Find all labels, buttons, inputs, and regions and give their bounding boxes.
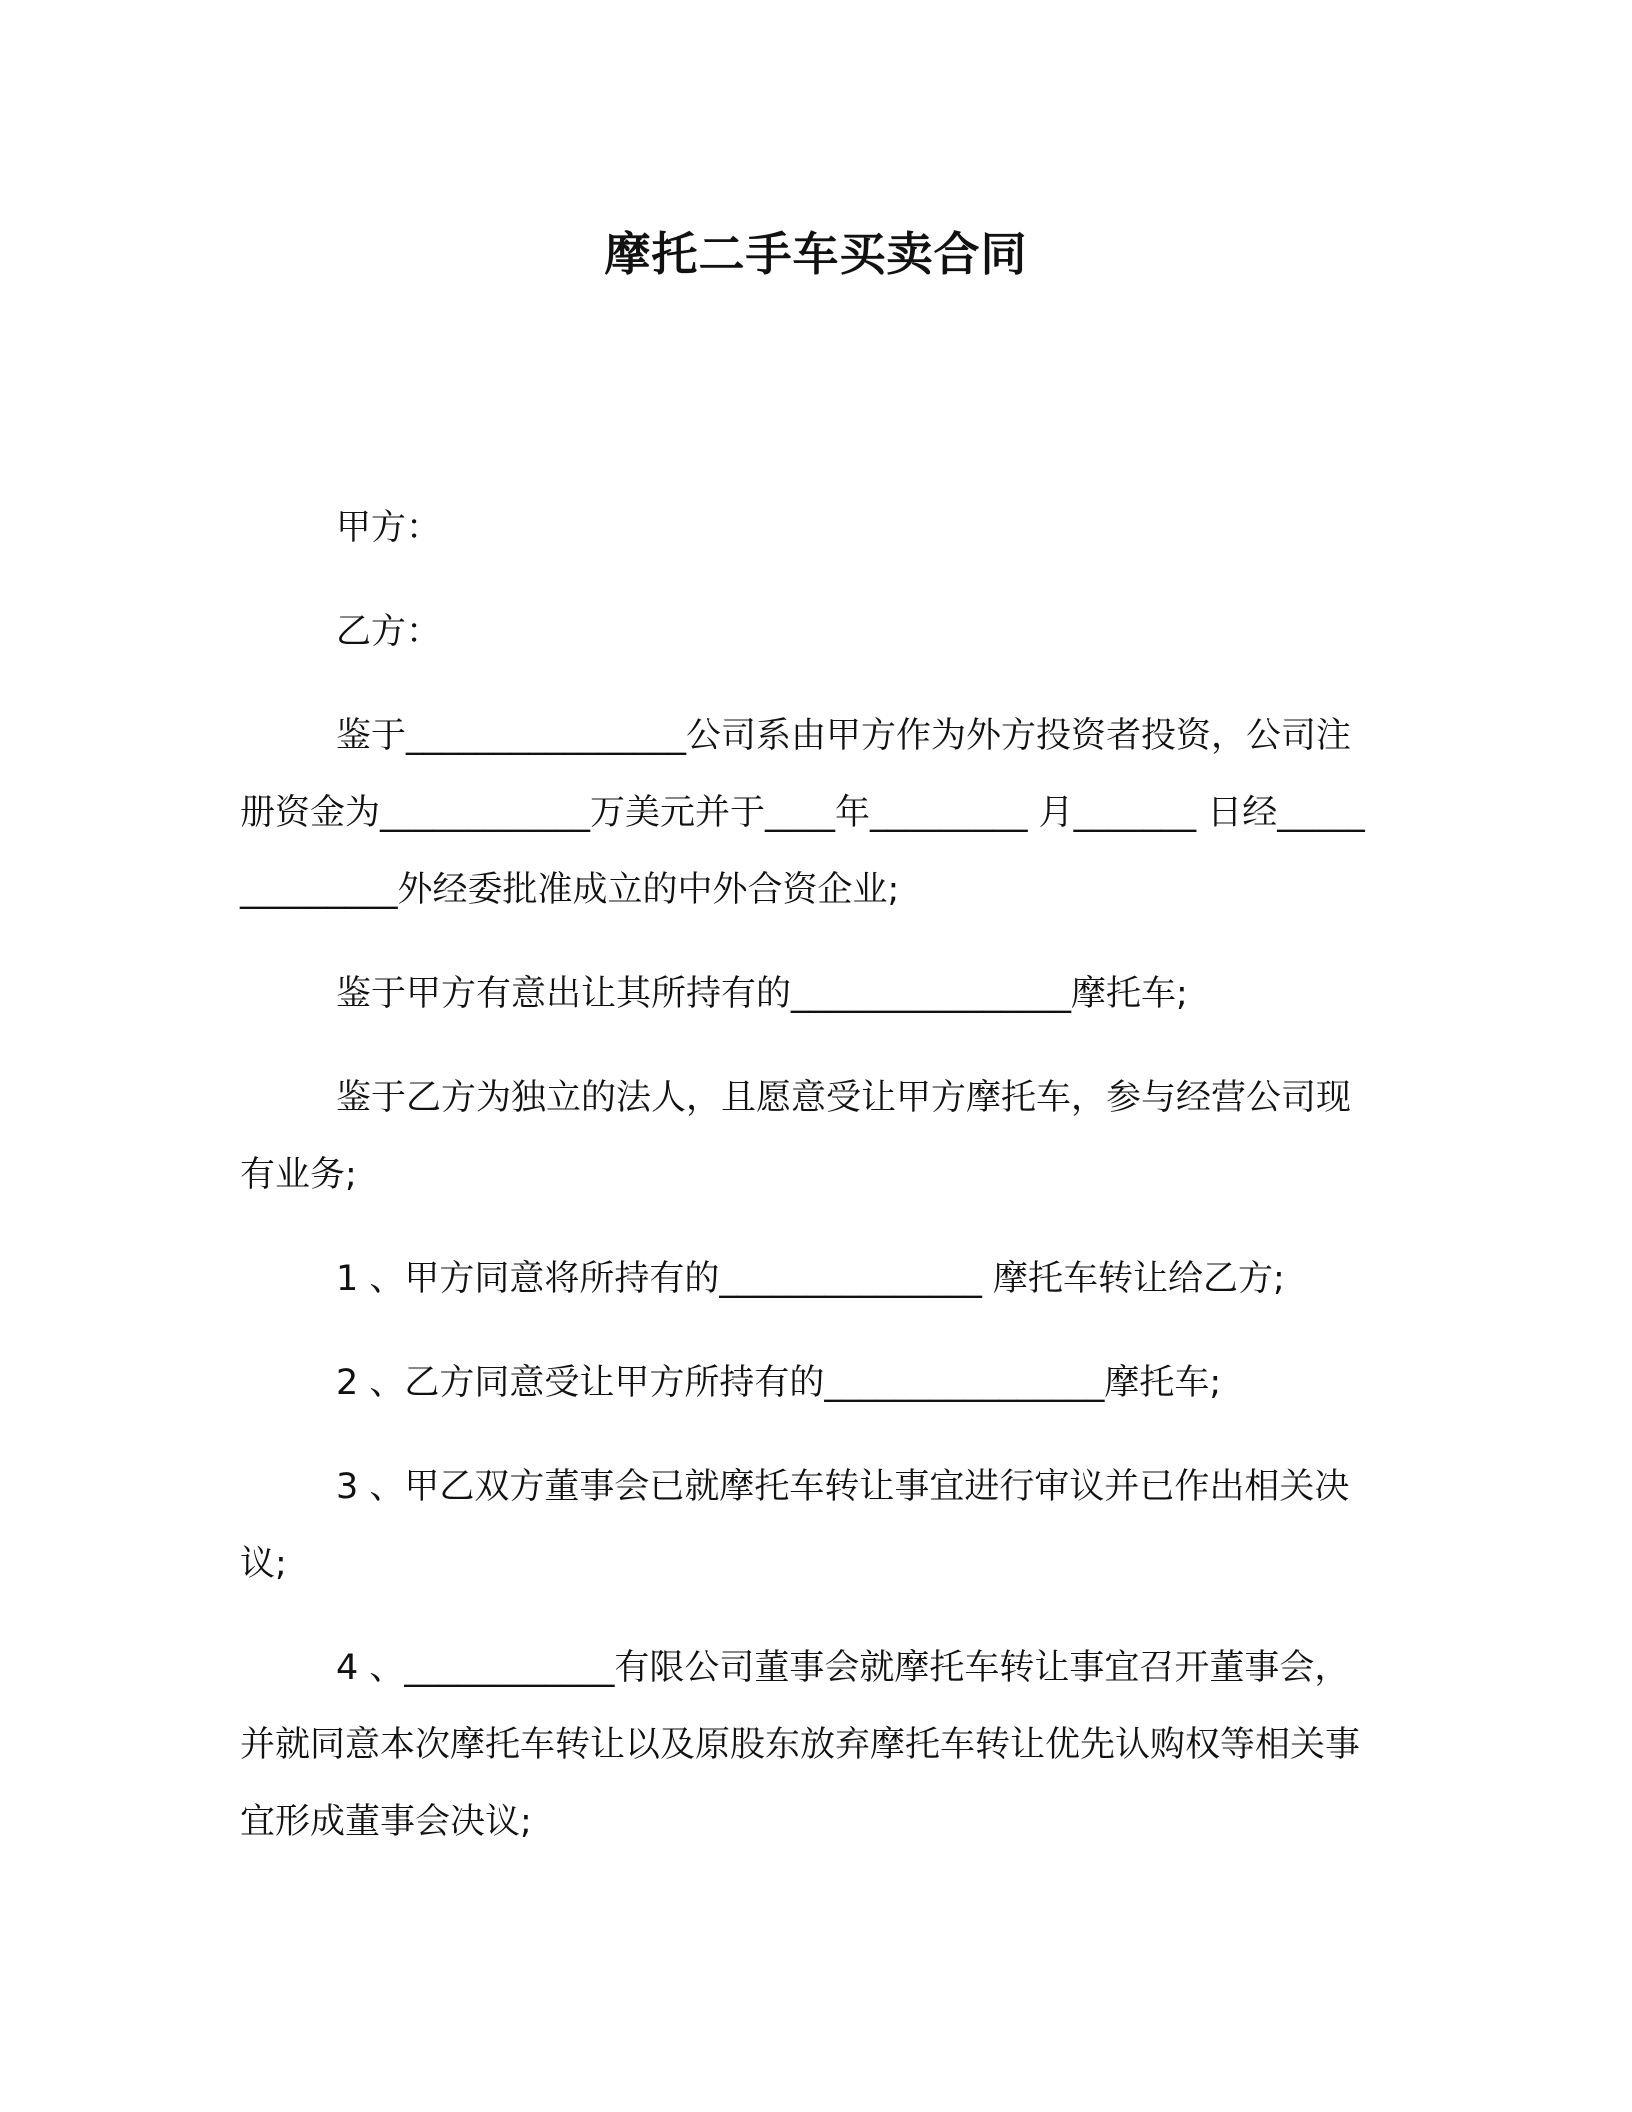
paragraph-company-background: 鉴于________________公司系由甲方作为外方投资者投资，公司注册资金为____________万美元并于____年_________ 月_______ 日经______________外经委批准成立的中外合资企业;: [240, 716, 1365, 910]
document-body: [240, 490, 1376, 1888]
clause-1: 1 、甲方同意将所持有的_______________ 摩托车转让给乙方;: [336, 1259, 1285, 1299]
paragraph-buyer-intent: 鉴于乙方为独立的法人，且愿意受让甲方摩托车，参与经营公司现有业务;: [240, 1078, 1352, 1195]
paragraph-transfer-intent: 鉴于甲方有意出让其所持有的________________摩托车;: [336, 974, 1188, 1014]
clause-3: 3 、甲乙双方董事会已就摩托车转让事宜进行审议并已作出相关决议;: [240, 1467, 1350, 1584]
party-b-label: 乙方：: [336, 612, 442, 652]
clause-4: 4 、____________有限公司董事会就摩托车转让事宜召开董事会，并就同意本次摩托车转让以及原股东放弃摩托车转让优先认购权等相关事宜形成董事会决议;: [240, 1648, 1361, 1842]
document-title: 摩托二手车买卖合同: [604, 227, 1028, 281]
party-a-label: 甲方：: [336, 508, 442, 548]
clause-2: 2 、乙方同意受让甲方所持有的________________摩托车;: [336, 1363, 1222, 1403]
